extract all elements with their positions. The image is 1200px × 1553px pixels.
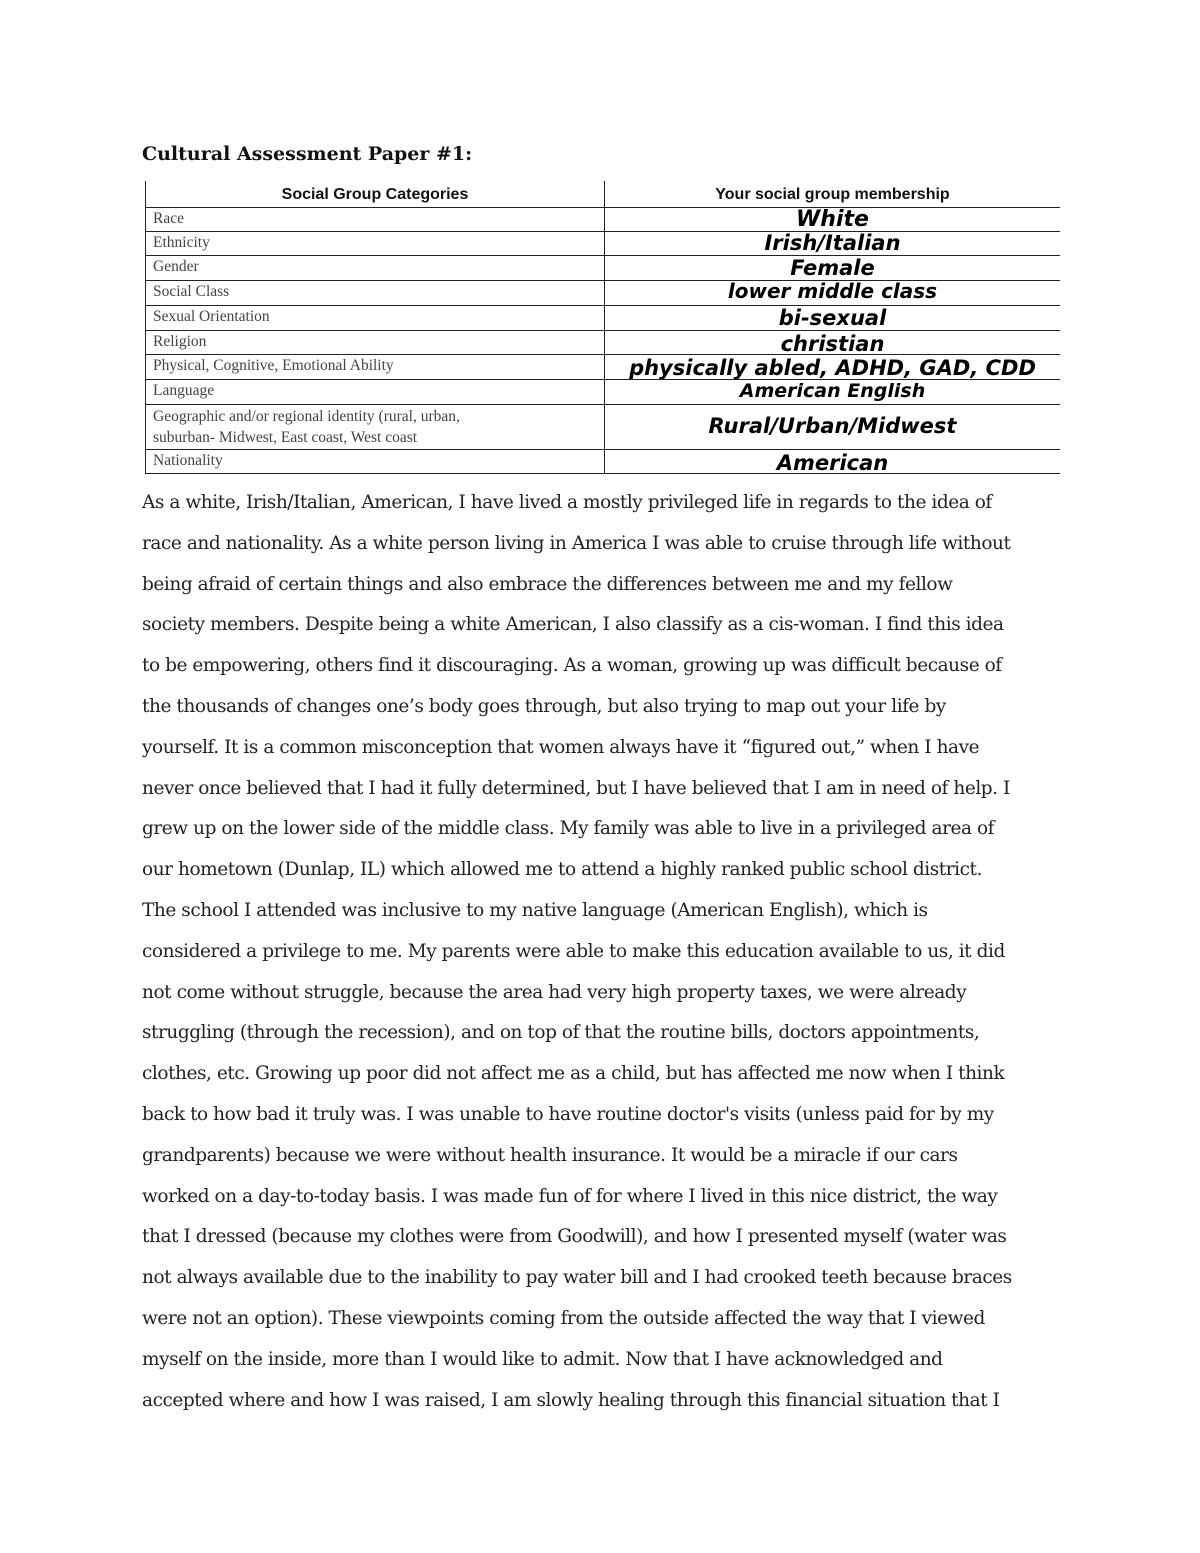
body-line: not always available due to the inability to pay water bill and I had crooked teeth because braces bbox=[142, 1267, 1012, 1289]
category-label: Gender bbox=[153, 258, 199, 275]
body-line: As a white, Irish/Italian, American, I have lived a mostly privileged life in regards to the idea of bbox=[142, 492, 992, 513]
membership-value: Irish/Italian bbox=[764, 231, 901, 255]
body-line: clothes, etc. Growing up poor did not affect me as a child, but has affected me now when I think bbox=[142, 1063, 1005, 1085]
body-line: to be empowering, others find it discouraging. As a woman, growing up was difficult because of bbox=[142, 655, 1002, 677]
table-row-religion bbox=[146, 330, 1060, 355]
body-line: the thousands of changes one’s body goes through, but also trying to map out your life by bbox=[142, 695, 946, 717]
table-row-race bbox=[146, 207, 1060, 232]
membership-value: Female bbox=[790, 256, 875, 280]
header-social-group-membership: Your social group membership bbox=[715, 186, 950, 203]
body-line: struggling (through the recession), and on top of that the routine bills, doctors appointments, bbox=[142, 1022, 980, 1044]
body-line: myself on the inside, more than I would like to admit. Now that I have acknowledged and bbox=[142, 1348, 943, 1370]
body-line: accepted where and how I was raised, I am slowly healing through this financial situation that I bbox=[142, 1389, 1000, 1411]
category-label: Language bbox=[153, 382, 215, 399]
body-line: The school I attended was inclusive to my native language (American English), which is bbox=[142, 899, 928, 921]
membership-value: American bbox=[776, 451, 889, 475]
body-line: grandparents) because we were without health insurance. It would be a miracle if our cars bbox=[142, 1144, 958, 1166]
body-line: never once believed that I had it fully determined, but I have believed that I am in need of help. I bbox=[142, 777, 1010, 799]
table-row-language bbox=[146, 379, 1060, 405]
table-row-nationality bbox=[146, 449, 1060, 474]
header-social-group-categories: Social Group Categories bbox=[281, 186, 469, 203]
document-title: Cultural Assessment Paper #1: bbox=[142, 143, 473, 165]
category-label-line-1: Geographic and/or regional identity (rural, urban, bbox=[153, 408, 460, 425]
category-label: Religion bbox=[153, 333, 207, 350]
membership-value: White bbox=[796, 207, 869, 232]
table-row-ability bbox=[146, 354, 1060, 380]
category-label: Sexual Orientation bbox=[153, 308, 270, 325]
table-row-ethnicity bbox=[146, 231, 1060, 256]
table-row-social-class bbox=[146, 280, 1060, 306]
body-line: back to how bad it truly was. I was unable to have routine doctor's visits (unless paid for by my bbox=[142, 1103, 994, 1125]
table-row-geographic-identity bbox=[146, 404, 1060, 450]
category-label: Ethnicity bbox=[153, 234, 210, 251]
body-line: our hometown (Dunlap, IL) which allowed me to attend a highly ranked public school district. bbox=[142, 859, 982, 881]
table-row-gender bbox=[146, 255, 1060, 281]
body-line: not come without struggle, because the area had very high property taxes, we were already bbox=[142, 981, 967, 1003]
body-line: race and nationality. As a white person living in America I was able to cruise through life without bbox=[142, 532, 1011, 554]
body-line: considered a privilege to me. My parents were able to make this education available to us, it did bbox=[142, 940, 1005, 962]
body-line: being afraid of certain things and also embrace the differences between me and my fellow bbox=[142, 573, 953, 595]
social-group-table bbox=[145, 181, 1060, 474]
body-line: that I dressed (because my clothes were from Goodwill), and how I presented myself (water was bbox=[142, 1226, 1007, 1248]
membership-value: bi-sexual bbox=[778, 306, 887, 330]
category-label: Race bbox=[153, 210, 184, 227]
body-line: society members. Despite being a white American, I also classify as a cis-woman. I find this idea bbox=[142, 614, 1004, 636]
category-label-line-2: suburban- Midwest, East coast, West coast bbox=[153, 429, 418, 446]
membership-value: physically abled, ADHD, GAD, CDD bbox=[629, 356, 1036, 380]
category-label: Nationality bbox=[153, 452, 223, 469]
membership-value: lower middle class bbox=[727, 279, 938, 303]
membership-value: christian bbox=[780, 332, 885, 356]
body-line: worked on a day-to-today basis. I was made fun of for where I lived in this nice district, the way bbox=[142, 1185, 998, 1207]
category-label: Physical, Cognitive, Emotional Ability bbox=[153, 357, 394, 374]
body-line: were not an option). These viewpoints coming from the outside affected the way that I viewed bbox=[142, 1307, 985, 1329]
category-label: Social Class bbox=[153, 283, 230, 300]
membership-value: Rural/Urban/Midwest bbox=[708, 414, 957, 438]
table-row-sexual-orientation bbox=[146, 305, 1060, 331]
essay-body bbox=[142, 483, 1067, 1421]
body-line: grew up on the lower side of the middle class. My family was able to live in a privileged area of bbox=[142, 818, 995, 840]
membership-value: American English bbox=[739, 380, 926, 402]
body-line: yourself. It is a common misconception that women always have it “figured out,” when I have bbox=[142, 736, 980, 758]
